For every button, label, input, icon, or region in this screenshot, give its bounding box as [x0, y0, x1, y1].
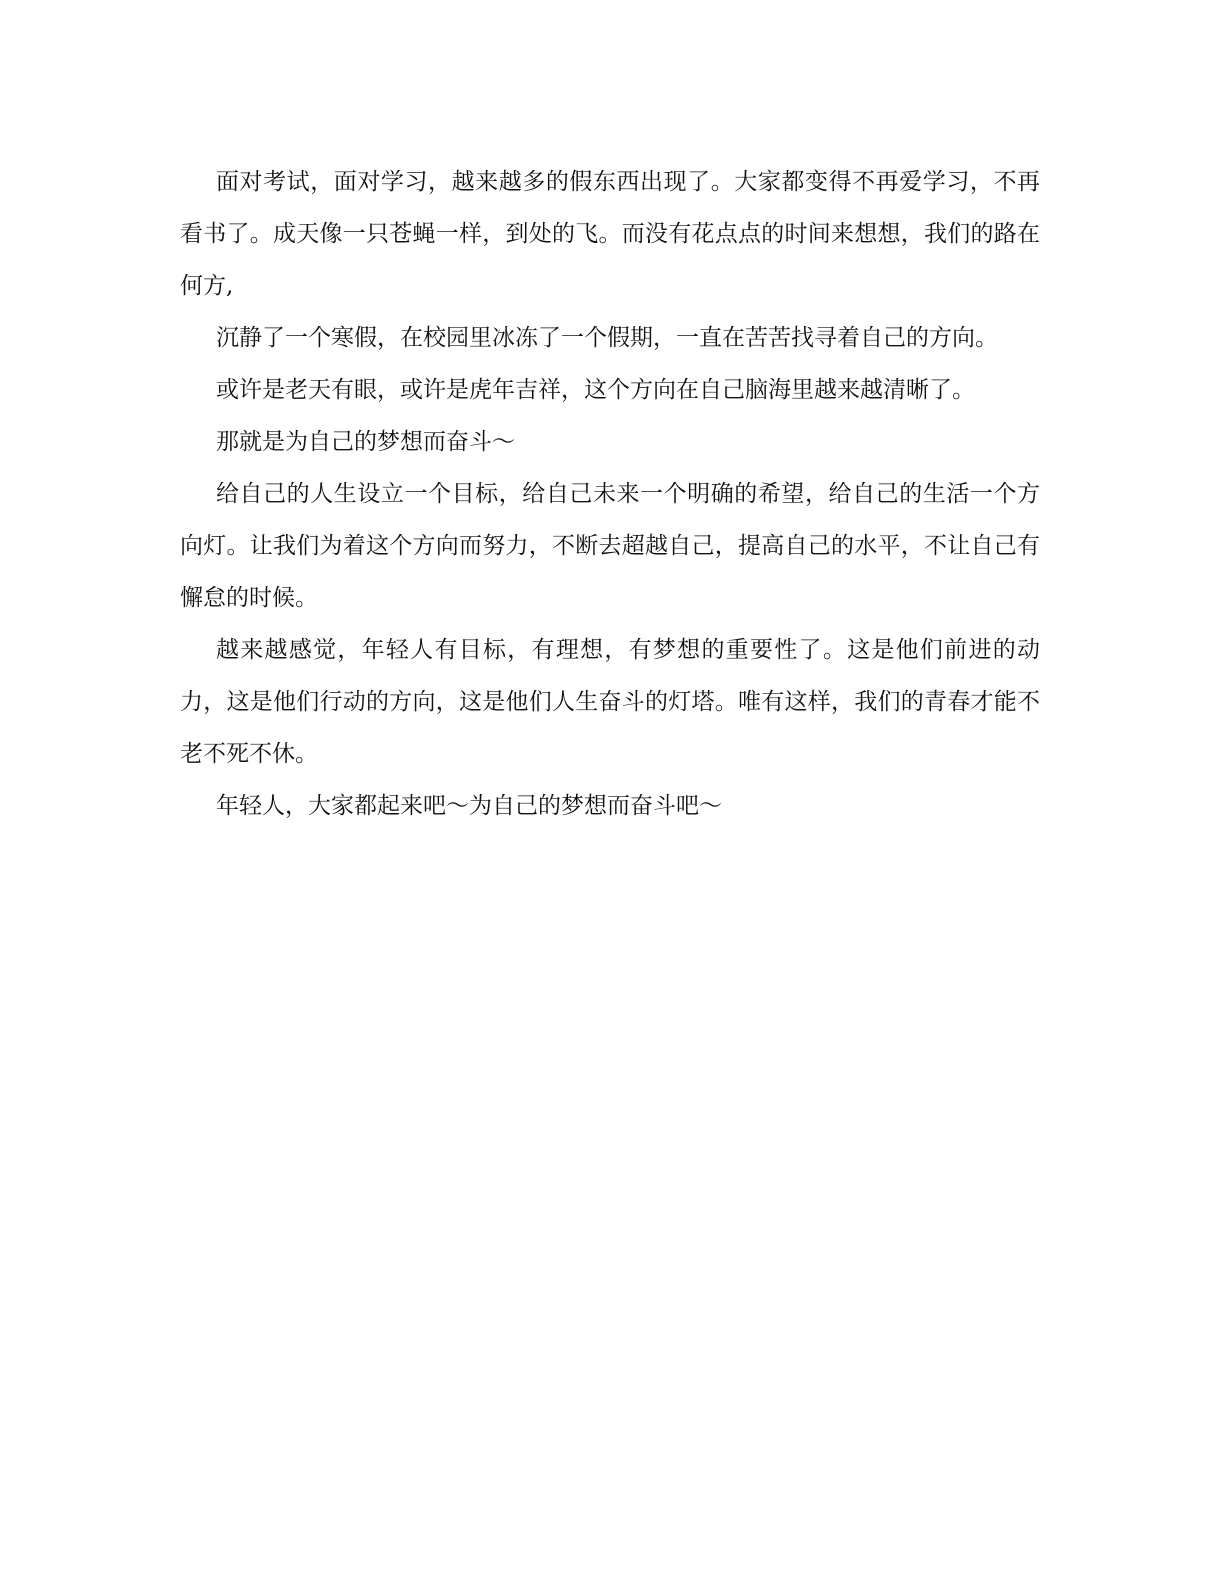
paragraph-5: 给自己的人生设立一个目标，给自己未来一个明确的希望，给自己的生活一个方向灯。让我们为着这个方向而努力，不断去超越自己，提高自己的水平，不让自己有懈怠的时候。	[180, 481, 1040, 611]
paragraph-3: 或许是老天有眼，或许是虎年吉祥，这个方向在自己脑海里越来越清晰了。	[216, 377, 975, 403]
paragraph-1: 面对考试，面对学习，越来越多的假东西出现了。大家都变得不再爱学习，不再看书了。成天像一只苍蝇一样，到处的飞。而没有花点点的时间来想想，我们的路在何方,	[180, 169, 1040, 299]
paragraph-6: 越来越感觉，年轻人有目标，有理想，有梦想的重要性了。这是他们前进的动力，这是他们行动的方向，这是他们人生奋斗的灯塔。唯有这样，我们的青春才能不老不死不休。	[180, 637, 1040, 767]
paragraph-2: 沉静了一个寒假，在校园里冰冻了一个假期，一直在苦苦找寻着自己的方向。	[216, 325, 998, 351]
paragraph-4: 那就是为自己的梦想而奋斗～	[216, 429, 515, 455]
document-body	[180, 156, 1040, 832]
paragraph-7: 年轻人，大家都起来吧～为自己的梦想而奋斗吧～	[216, 793, 722, 819]
